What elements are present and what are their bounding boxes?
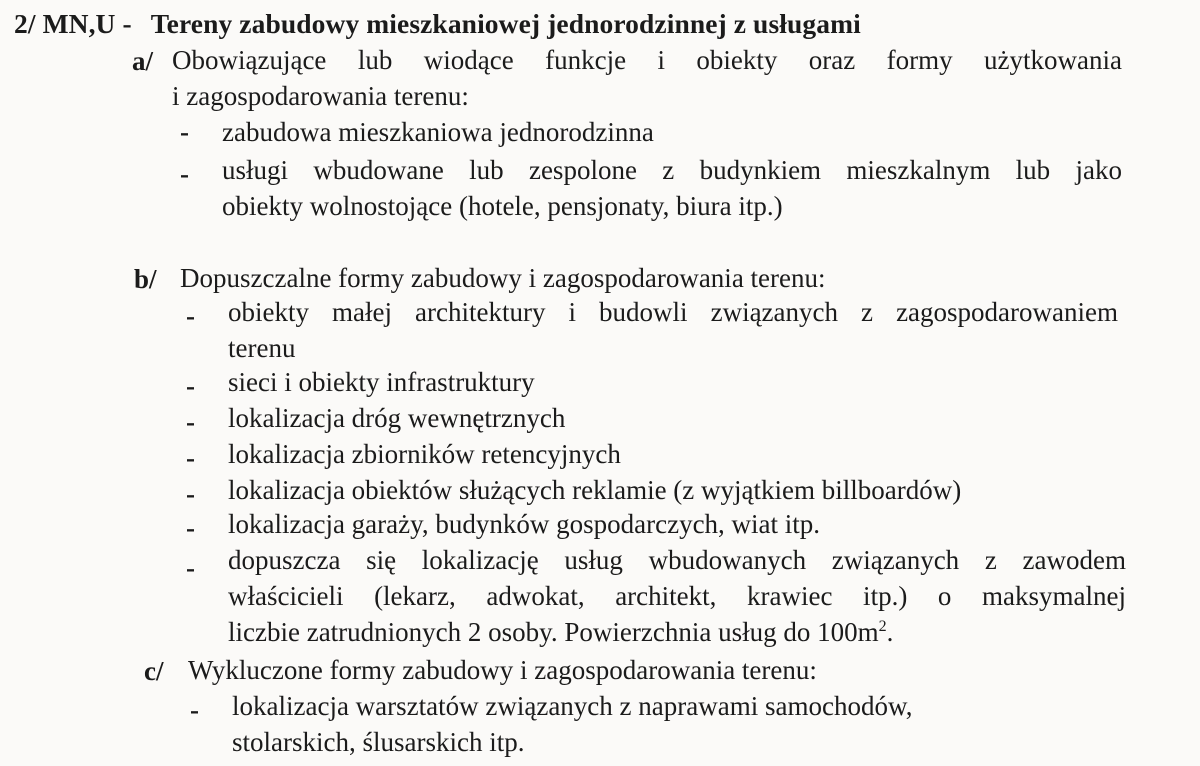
section-a-title [172,44,1122,76]
section-b-item-3: lokalizacja dróg wewnętrznych [228,403,566,433]
section-b-item-7-line3: liczbie zatrudnionych 2 osoby. Powierzchnia usług do 100m [228,617,879,647]
section-b-item-7-end: . [886,617,894,647]
section-a-item-2-dash: - [180,159,189,189]
section-b-item-2-dash: - [186,371,195,401]
section-b-item-3-dash: - [186,407,195,437]
section-b-item-4: lokalizacja zbiorników retencyjnych [228,439,621,469]
section-a-item-2 [222,154,1122,186]
heading-number: 2/ MN,U - [14,8,132,39]
section-b-item-7-line2: właścicieli (lekarz, adwokat, architekt, krawiec itp.) o maksymalnej [228,581,1126,611]
section-a-item-2-line1: usługi wbudowane lub zespolone z budynkiem mieszkalnym lub jako [222,155,1122,185]
section-b-item-7-dash: - [186,553,195,583]
section-a-label: a/ [132,46,154,76]
section-b-item-4-dash: - [186,443,195,473]
section-c-item-1: lokalizacja warsztatów związanych z naprawami samochodów, [232,691,913,721]
section-b-item-5: lokalizacja obiektów służących reklamie (z wyjątkiem billboardów) [228,475,962,505]
section-a-item-2-line2: obiekty wolnostojące (hotele, pensjonaty, biura itp.) [222,191,783,221]
section-a-item-1: zabudowa mieszkaniowa jednorodzinna [222,117,654,147]
section-c-title: Wykluczone formy zabudowy i zagospodarowania terenu: [188,655,817,685]
section-c-item-1-dash: - [190,695,199,725]
section-b-item-6: lokalizacja garaży, budynków gospodarczych, wiat itp. [228,509,821,539]
heading-title: Tereny zabudowy mieszkaniowej jednorodzinnej z usługami [150,8,861,39]
superscript-2: 2 [878,618,887,635]
section-b-item-7 [228,544,1126,576]
section-a-title-line1: Obowiązujące lub wiodące funkcje i obiekty oraz formy użytkowania [172,45,1122,75]
section-c-label: c/ [144,656,164,686]
section-heading [14,8,861,40]
section-b-item-1-dash: - [186,301,195,331]
section-b-item-7-line1: dopuszcza się lokalizację usług wbudowanych związanych z zawodem [228,545,1126,575]
section-a-item-1-dash: - [180,117,189,147]
section-b-item-1-line2: terenu [228,333,296,363]
section-b-item-7-line3-wrap [228,616,893,648]
section-a-title-line2: i zagospodarowania terenu: [172,81,469,111]
section-b-title: Dopuszczalne formy zabudowy i zagospodarowania terenu: [180,263,826,293]
section-b-item-5-dash: - [186,479,195,509]
section-b-item-7-line2-wrap [228,580,1126,612]
section-c-item-1-line2: stolarskich, ślusarskich itp. [232,727,525,757]
section-b-item-2: sieci i obiekty infrastruktury [228,367,535,397]
section-b-item-6-dash: - [186,513,195,543]
section-b-item-1-line1: obiekty małej architektury i budowli związanych z zagospodarowaniem [228,297,1118,327]
section-b-item-1 [228,296,1118,328]
section-b-label: b/ [134,264,157,294]
